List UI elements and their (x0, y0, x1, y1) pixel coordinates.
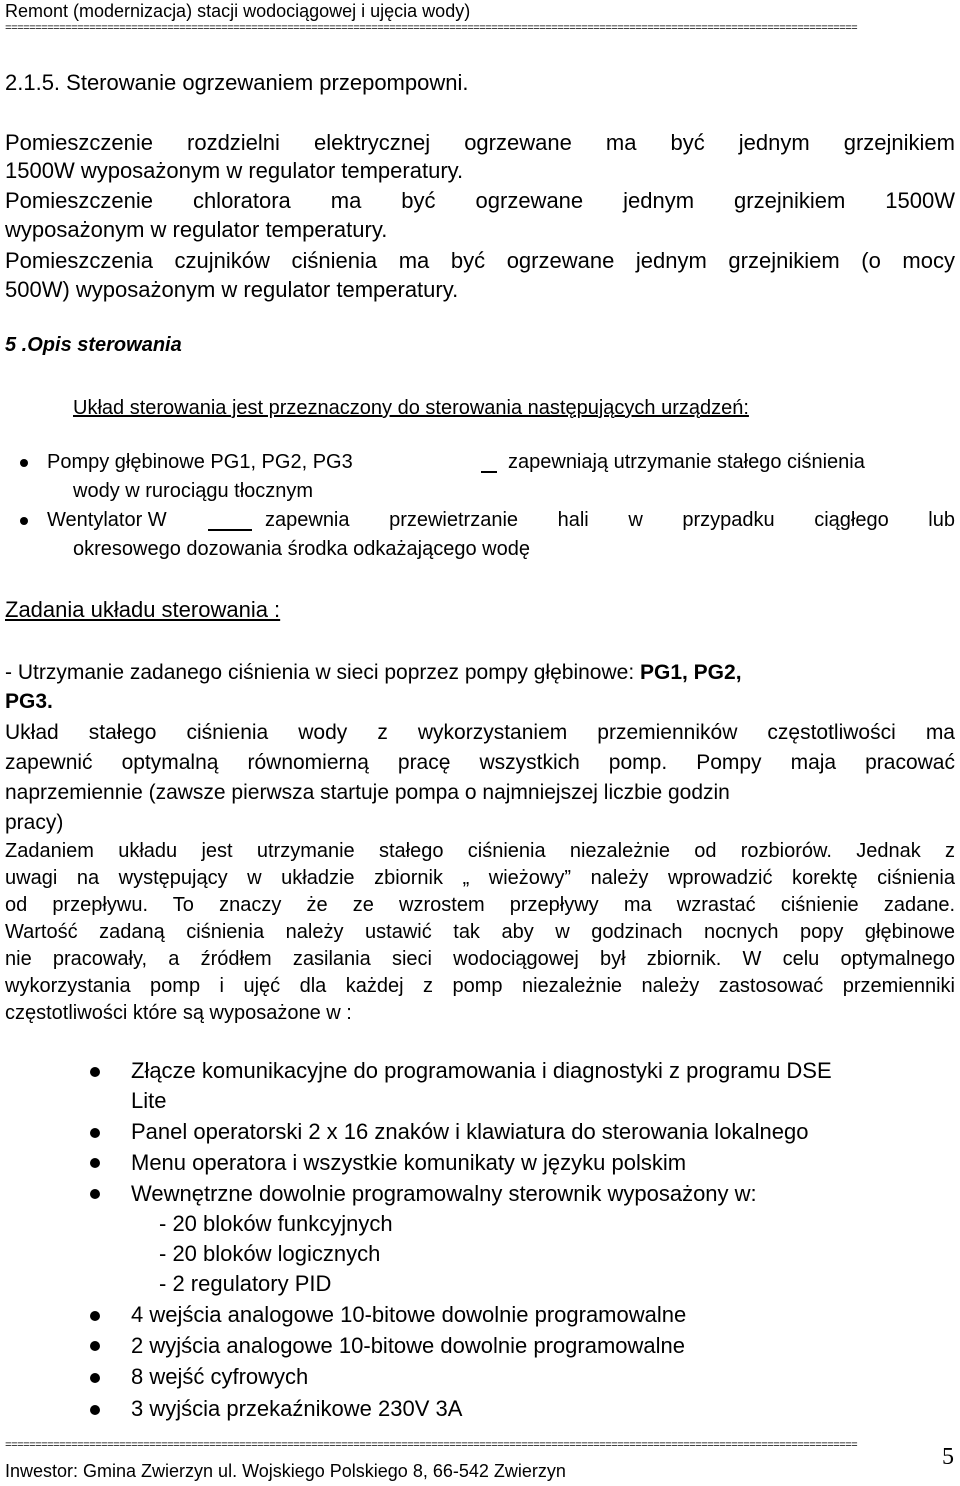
feature-item-cont: Lite (131, 1088, 167, 1113)
bullet-icon (90, 1158, 100, 1168)
tasks-heading: Zadania układu sterowania : (5, 597, 281, 622)
feature-item: Panel operatorski 2 x 16 znaków i klawiatura do sterowania lokalnego (131, 1119, 809, 1144)
bullet-icon (90, 1128, 100, 1138)
paragraph-line: Pomieszczenia czujników ciśnienia ma być ogrzewane jednym grzejnikiem (o mocy (5, 248, 955, 273)
paragraph-line: Układ stałego ciśnienia wody z wykorzystaniem przemienników częstotliwości ma (5, 721, 955, 744)
footer-investor: Inwestor: Gmina Zwierzyn ul. Wojskiego Polskiego 8, 66-542 Zwierzyn (5, 1461, 566, 1481)
paragraph-line: zapewnić optymalną równomierną pracę wszystkich pomp. Pompy maja pracować (5, 751, 955, 774)
paragraph-line: Zadaniem układu jest utrzymanie stałego ciśnienia niezależnie od rozbiorów. Jednak z (5, 840, 955, 862)
paragraph-line: nie pracowały, a źródłem zasilania sieci wodociągowej był zbiornik. W celu optymalnego (5, 948, 955, 970)
paragraph-line: częstotliwości które są wyposażone w : (5, 1002, 352, 1024)
dash-icon (208, 521, 252, 539)
paragraph-line: Wartość zadaną ciśnienia należy ustawić tak aby w godzinach nocnych popy głębinowe (5, 921, 955, 943)
feature-item: 4 wejścia analogowe 10-bitowe dowolnie programowalne (131, 1302, 687, 1327)
paragraph-line: wykorzystania pomp i ujęć dla każdej z pomp niezależnie należy zastosować przemienniki (5, 975, 955, 997)
control-intro: Układ sterowania jest przeznaczony do sterowania następujących urządzeń: (73, 397, 749, 419)
bullet-icon (90, 1067, 100, 1077)
paragraph-line: Pomieszczenie rozdzielni elektrycznej ogrzewane ma być jednym grzejnikiem (5, 130, 955, 155)
device-name: Wentylator W (47, 509, 167, 531)
feature-item: Wewnętrzne dowolnie programowalny sterownik wyposażony w: (131, 1181, 757, 1206)
paragraph-line: uwagi na występujący w układzie zbiornik „ wieżowy” należy wprowadzić korektę ciśnienia (5, 867, 955, 889)
section-heading-5: 5 .Opis sterowania (5, 334, 182, 356)
section-heading-215: 2.1.5. Sterowanie ogrzewaniem przepompowni. (5, 70, 469, 95)
device-description-cont: wody w rurociągu tłocznym (73, 480, 314, 502)
feature-subitem: - 20 bloków funkcyjnych (159, 1211, 393, 1236)
task-item-pumps-cont: PG3. (5, 690, 53, 713)
bullet-icon (90, 1189, 100, 1199)
device-name: Pompy głębinowe PG1, PG2, PG3 (47, 451, 353, 473)
document-header-title: Remont (modernizacja) stacji wodociągowej i ujęcia wody) (5, 1, 471, 21)
dash-icon (481, 463, 497, 481)
feature-item: Menu operatora i wszystkie komunikaty w języku polskim (131, 1150, 687, 1175)
feature-item: 8 wejść cyfrowych (131, 1364, 309, 1389)
paragraph-line: naprzemiennie (zawsze pierwsza startuje pompa o najmniejszej liczbie godzin (5, 781, 730, 804)
task-item-text: - Utrzymanie zadanego ciśnienia w sieci poprzez pompy głębinowe: (5, 661, 640, 684)
device-description: zapewnia przewietrzanie hali w przypadku ciągłego lub (265, 509, 955, 531)
paragraph-line: pracy) (5, 811, 64, 834)
task-item (5, 661, 955, 685)
header-separator: ============================================================================================================================================== (5, 23, 858, 35)
feature-subitem: - 20 bloków logicznych (159, 1241, 381, 1266)
device-description-cont: okresowego dozowania środka odkażającego wodę (73, 538, 530, 560)
bullet-icon (90, 1373, 100, 1383)
page-number: 5 (942, 1444, 954, 1470)
paragraph-line: 1500W wyposażonym w regulator temperatury. (5, 158, 464, 183)
task-item-pumps: PG1, PG2, (639, 661, 742, 684)
paragraph-line: od przepływu. To znaczy że ze wzrostem przepływy ma wzrastać ciśnienie zadane. (5, 894, 955, 916)
bullet-icon (20, 517, 28, 525)
bullet-icon (90, 1311, 100, 1321)
bullet-icon (20, 459, 28, 467)
paragraph-line: wyposażonym w regulator temperatury. (5, 217, 388, 242)
footer-separator: ============================================================================================================================================== (5, 1440, 858, 1452)
feature-item: 2 wyjścia analogowe 10-bitowe dowolnie programowalne (131, 1333, 685, 1358)
feature-item: 3 wyjścia przekaźnikowe 230V 3A (131, 1396, 463, 1421)
paragraph-line: 500W) wyposażonym w regulator temperatury. (5, 277, 459, 302)
bullet-icon (90, 1405, 100, 1415)
feature-subitem: - 2 regulatory PID (159, 1271, 332, 1296)
device-description: zapewniają utrzymanie stałego ciśnienia (508, 451, 865, 473)
paragraph-line: Pomieszczenie chloratora ma być ogrzewane jednym grzejnikiem 1500W (5, 188, 955, 213)
bullet-icon (90, 1341, 100, 1351)
feature-item: Złącze komunikacyjne do programowania i diagnostyki z programu DSE (131, 1058, 832, 1083)
